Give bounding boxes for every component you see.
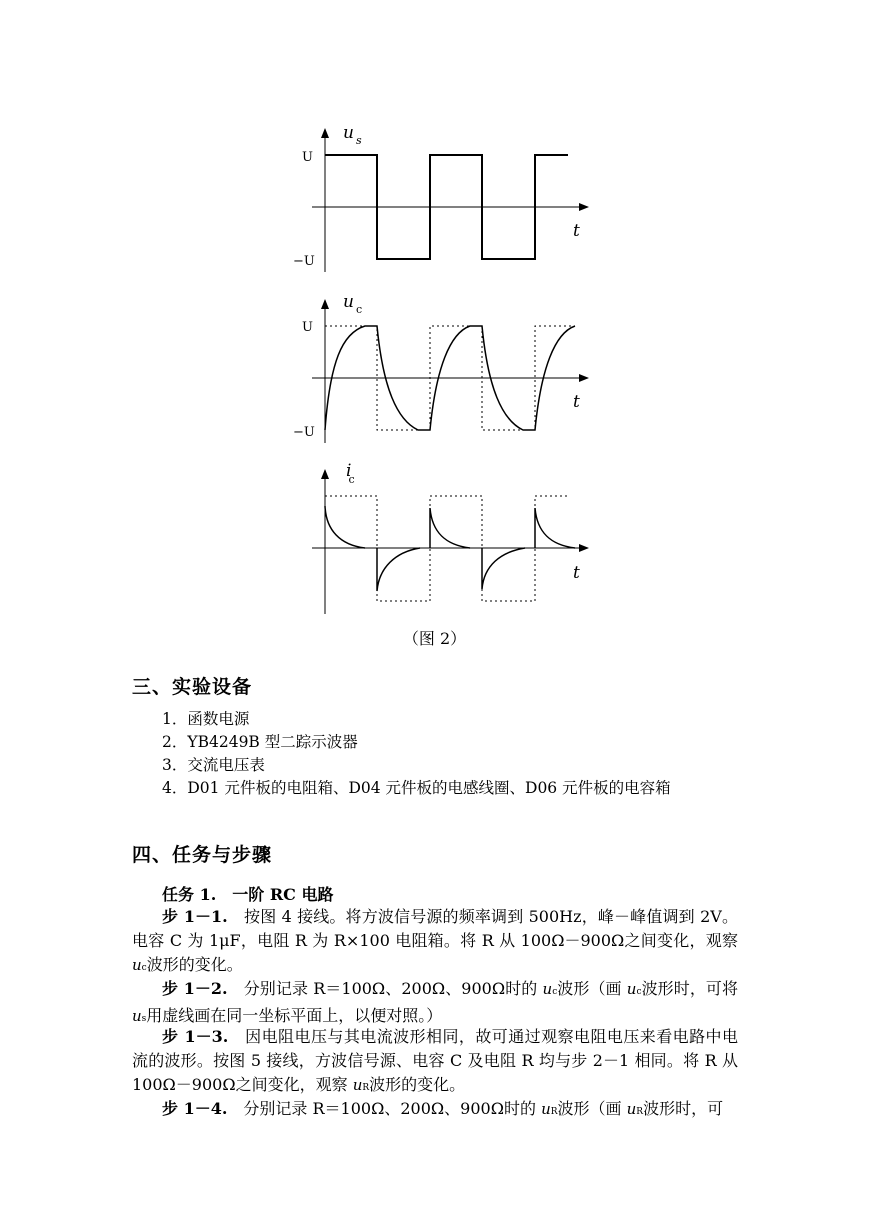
uc-level-low: −U bbox=[293, 425, 315, 440]
us-y-label: u $_s$ bbox=[343, 123, 362, 147]
step-label: 步 1－1. bbox=[162, 907, 228, 926]
step-1-2: 步 1－2. 分别记录 R＝100Ω、200Ω、900Ω时的 uc波形（画 uc波形时，可将 us用虚线画在同一坐标平面上，以便对照。） bbox=[132, 979, 738, 1025]
us-y-label-sub: s bbox=[355, 134, 362, 147]
us-t-label: t bbox=[573, 221, 580, 241]
uc-panel bbox=[293, 292, 588, 443]
ic-t-label: t bbox=[573, 563, 580, 583]
equipment-item-2: 2．YB4249B 型二踪示波器 bbox=[162, 733, 358, 751]
uc-y-label-sub: c bbox=[355, 303, 363, 316]
ic-panel bbox=[312, 461, 588, 614]
ic-y-label: ic bbox=[346, 461, 355, 486]
equipment-item-3: 3．交流电压表 bbox=[162, 756, 265, 774]
uc-t-label: t bbox=[573, 392, 580, 412]
uc-y-label: u $_c$ bbox=[343, 292, 363, 316]
step-label: 步 1－4. bbox=[162, 1099, 228, 1118]
us-level-high: U bbox=[302, 150, 313, 165]
equipment-item-1: 1．函数电源 bbox=[162, 710, 250, 728]
ic-y-label-sub: c bbox=[348, 473, 355, 486]
step-1-4: 步 1－4. 分别记录 R＝100Ω、200Ω、900Ω时的 uR波形（画 uR波形时，可 bbox=[162, 1099, 724, 1118]
us-panel bbox=[293, 123, 588, 272]
uc-level-high: U bbox=[302, 320, 313, 335]
step-label: 步 1－2. bbox=[162, 979, 228, 998]
figure-caption: （图 2） bbox=[402, 629, 467, 648]
step-1-3: 步 1－3. 因电阻电压与其电流波形相同，故可通过观察电阻电压来看电路中电流的波形。按图 5 接线，方波信号源、电容 C 及电阻 R 均与步 2－1 相同。将 R 从 100Ω－900Ω之间变化，观察 uR波形的变化。 bbox=[132, 1027, 738, 1094]
step-label: 步 1－3. bbox=[162, 1027, 229, 1046]
task1-title: 任务 1. 一阶 RC 电路 bbox=[162, 885, 334, 904]
us-level-low: −U bbox=[293, 254, 315, 269]
section4-heading: 四、任务与步骤 bbox=[132, 844, 273, 866]
section3-heading: 三、实验设备 bbox=[132, 676, 253, 698]
equipment-item-4: 4．D01 元件板的电阻箱、D04 元件板的电感线圈、D06 元件板的电容箱 bbox=[162, 779, 671, 797]
step-1-1: 步 1－1. 按图 4 接线。将方波信号源的频率调到 500Hz，峰－峰值调到 2V。电容 C 为 1μF，电阻 R 为 R×100 电阻箱。将 R 从 100Ω－900Ω之间变化，观察 uc波形的变化。 bbox=[132, 907, 738, 974]
